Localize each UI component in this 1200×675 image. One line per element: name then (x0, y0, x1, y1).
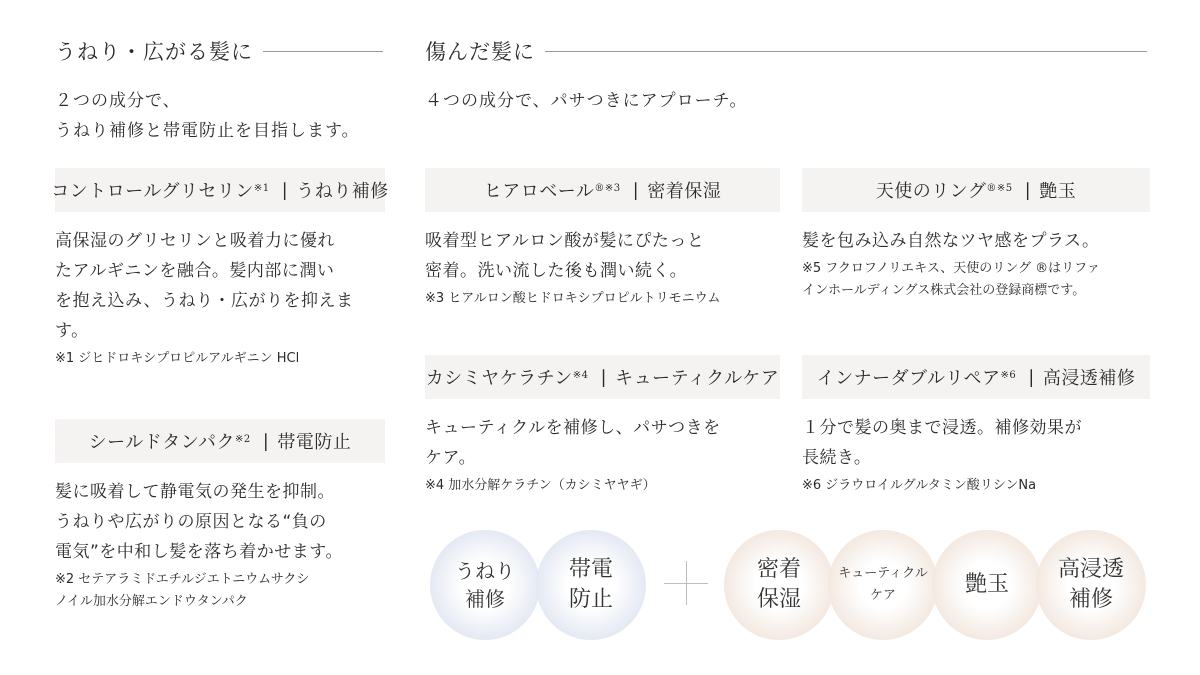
ingredient-title: コントロールグリセリン $^{※1}$ | うねり補修 (55, 168, 385, 212)
ingredient-description: １分で髪の奥まで浸透。補修効果が 長続き。 (802, 418, 1082, 468)
lead-right: ４つの成分で、パサつきにアプローチ。 (425, 91, 748, 111)
section-heading-text: 傷んだ髪に (425, 40, 535, 64)
ingredient-note: ※5 フクロフノリエキス、天使のリング ®はリファ インホールディングス株式会社の登録商標です。 (802, 261, 1100, 298)
ingredient-note: ※1 ジヒドロキシプロピルアルギニン HCl (55, 351, 300, 366)
heading-divider (545, 51, 1147, 52)
circle-antistatic: 帯電 防止 (536, 530, 646, 640)
ingredient-description: 髪を包み込み自然なツヤ感をプラス。 (802, 231, 1100, 251)
ingredient-shield-protein (55, 419, 385, 613)
ingredient-title: カシミヤケラチン $^{※4}$ | キューティクルケア (425, 355, 780, 399)
ingredient-title: シールドタンパク $^{※2}$ | 帯電防止 (55, 419, 385, 463)
ingredient-note: ※6 ジラウロイルグルタミン酸リシンNa (802, 478, 1037, 493)
ingredient-hyaloveil (425, 168, 780, 310)
circle-gloss-ball: 艶玉 (932, 530, 1042, 640)
circle-cuticle-care: キューティクル ケア (828, 530, 938, 640)
ingredient-angel-ring (802, 168, 1150, 302)
plus-sign-vertical (686, 561, 687, 605)
ingredient-title: インナーダブルリペア $^{※6}$ | 高浸透補修 (802, 355, 1150, 399)
ingredient-description: 高保湿のグリセリンと吸着力に優れ たアルギニンを融合。髪内部に潤い を抱え込み、うねり・広がりを抑えま す。 (55, 231, 354, 341)
ingredient-title: 天使のリング $^{®※5}$ | 艶玉 (802, 168, 1150, 212)
circle-deep-repair: 高浸透 補修 (1036, 530, 1146, 640)
ingredient-note: ※4 加水分解ケラチン（カシミヤヤギ） (425, 478, 656, 493)
lead-left: ２つの成分で、 うねり補修と帯電防止を目指します。 (55, 91, 360, 141)
ingredient-note: ※3 ヒアルロン酸ヒドロキシプロピルトリモニウム (425, 291, 721, 306)
ingredient-description: キューティクルを補修し、パサつきを ケア。 (425, 418, 721, 468)
ingredient-description: 吸着型ヒアルロン酸が髪にぴたっと 密着。洗い流した後も潤い続く。 (425, 231, 705, 281)
ingredient-title: ヒアロベール $^{®※3}$ | 密着保湿 (425, 168, 780, 212)
section-heading-left (55, 36, 383, 66)
section-heading-right (425, 36, 1147, 66)
ingredient-note: ※2 セテアラミドエチルジエトニウムサクシ ノイル加水分解エンドウタンパク (55, 572, 310, 609)
ingredient-control-glycerin (51, 168, 389, 370)
circle-wave-repair: うねり 補修 (430, 530, 540, 640)
circle-adhesion-moisture: 密着 保湿 (724, 530, 834, 640)
heading-divider (263, 51, 383, 52)
ingredient-cashmere-keratin (425, 355, 780, 497)
ingredient-inner-double-repair (802, 355, 1150, 497)
section-heading-text: うねり・広がる髪に (55, 40, 253, 64)
ingredient-description: 髪に吸着して静電気の発生を抑制。 うねりや広がりの原因となる“負の 電気”を中和し髪を落ち着かせます。 (55, 482, 343, 562)
